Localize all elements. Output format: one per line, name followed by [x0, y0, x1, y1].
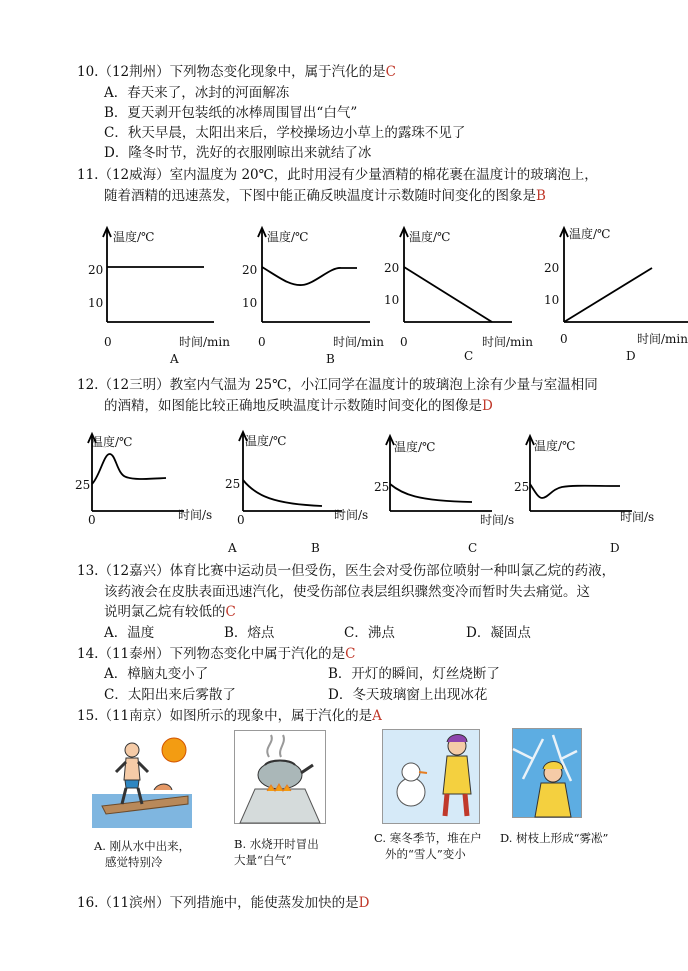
q12-graph-a [74, 428, 237, 558]
origin-label: 0 [237, 513, 245, 527]
picture-rime [512, 728, 582, 818]
x-axis-label: 时间/s [480, 513, 515, 527]
y-axis-label: 温度/℃ [113, 230, 155, 244]
graph-letter-b: B [326, 352, 335, 366]
graph-letter-d: D [610, 541, 620, 555]
origin-label: 0 [400, 335, 408, 349]
tick-10: 10 [88, 296, 104, 310]
tick-25: 25 [514, 480, 530, 494]
y-axis-label: 温度/℃ [267, 230, 309, 244]
q12-graph-b [225, 428, 392, 558]
caption-b: B. 水烧开时冒出 大量“白气” [234, 837, 319, 867]
q12-stem-line2: 的酒精，如图能比较正确地反映温度计示数随时间变化的图像是D [104, 398, 493, 414]
curve-a [92, 454, 166, 484]
q13-option-d: D．凝固点 [466, 625, 531, 641]
q10-option-c: C．秋天早晨，太阳出来后，学校操场边小草上的露珠不见了 [104, 125, 466, 141]
q13-stem-line1: 13.（12嘉兴）体育比赛中运动员一但受伤，医生会对受伤部位喷射一种叫氯乙烷的药液， [77, 563, 616, 579]
q15-stem: 15.（11南京）如图所示的现象中，属于汽化的是A [77, 708, 382, 724]
q11-stem-line1: 11.（12威海）室内温度为 20℃，此时用浸有少量酒精的棉花裹在温度计的玻璃泡上， [77, 167, 598, 183]
tick-25: 25 [225, 477, 241, 491]
q16-answer: D [358, 895, 370, 911]
y-axis-label: 温度/℃ [534, 439, 576, 453]
origin-label: 0 [560, 332, 568, 346]
q11-graph-b [240, 220, 400, 370]
q13-answer: C [225, 604, 236, 620]
curve-b [262, 267, 357, 285]
graph-letter-c: C [464, 349, 474, 363]
q12-graph-c [372, 428, 532, 558]
y-axis-label: 温度/℃ [91, 435, 133, 449]
x-axis-label: 时间/s [178, 508, 213, 522]
q13-option-b: B．熔点 [224, 625, 275, 641]
caption-a: A. 刚从水中出来， 感觉特别冷 [94, 839, 191, 869]
q15-answer: A [372, 708, 382, 724]
origin-label: 0 [258, 335, 266, 349]
x-axis-label: 时间/min [637, 332, 688, 346]
x-axis-label: 时间/min [179, 335, 230, 349]
q12-answer: D [482, 398, 493, 414]
tick-25: 25 [374, 480, 390, 494]
q12-graph-d [512, 428, 688, 558]
origin-label: 0 [104, 335, 112, 349]
q10-option-b: B．夏天剥开包装纸的冰棒周围冒出“白气” [104, 105, 358, 121]
tick-10: 10 [242, 296, 258, 310]
tick-20: 20 [88, 263, 104, 277]
q13-stem-line3: 说明氯乙烷有较低的C [104, 604, 236, 620]
picture-kettle [234, 730, 326, 824]
q14-option-a: A．樟脑丸变小了 [104, 666, 209, 682]
y-axis-label: 温度/℃ [245, 434, 287, 448]
x-axis-label: 时间/min [333, 335, 384, 349]
caption-c: C. 寒冬季节，堆在户 外的“雪人”变小 [374, 831, 482, 861]
tick-20: 20 [544, 261, 560, 275]
q11-answer: B [536, 188, 546, 204]
graph-letter-a: A [170, 352, 179, 366]
q11-graph-d [542, 220, 688, 370]
picture-swimmer [92, 732, 192, 828]
curve-d [564, 268, 652, 322]
y-axis-label: 温度/℃ [394, 440, 436, 454]
q14-option-d: D．冬天玻璃窗上出现冰花 [328, 687, 488, 703]
caption-d: D. 树枝上形成“雾凇” [500, 831, 609, 845]
graph-letter-b: B [311, 541, 320, 555]
q14-answer: C [345, 646, 356, 662]
q13-option-a: A．温度 [104, 625, 155, 641]
curve-c [404, 267, 492, 322]
q11-graph-a [84, 220, 244, 370]
q13-stem-line2: 该药液会在皮肤表面迅速汽化，使受伤部位表层组织骤然变冷而暂时失去痛觉。这 [104, 584, 590, 600]
q14-stem: 14.（11泰州）下列物态变化中属于汽化的是C [77, 646, 356, 662]
tick-20: 20 [242, 263, 258, 277]
origin-label: 0 [88, 513, 96, 527]
q10-option-a: A．春天来了，冰封的河面解冻 [104, 85, 290, 101]
q13-option-c: C．沸点 [344, 625, 395, 641]
q12-stem-line1: 12.（12三明）教室内气温为 25℃，小江同学在温度计的玻璃泡上涂有少量与室温相同 [77, 377, 598, 393]
x-axis-label: 时间/min [482, 335, 533, 349]
q14-option-b: B．开灯的瞬间，灯丝烧断了 [328, 666, 500, 682]
y-axis-label: 温度/℃ [569, 227, 611, 241]
curve-b [243, 480, 322, 506]
q11-graph-c [382, 220, 542, 370]
graph-letter-d: D [626, 349, 636, 363]
q14-option-c: C．太阳出来后雾散了 [104, 687, 236, 703]
picture-snowman [382, 729, 480, 824]
q10-answer: C [385, 64, 396, 80]
tick-25: 25 [75, 478, 91, 492]
graph-letter-a: A [228, 541, 237, 555]
graph-letter-c: C [468, 541, 478, 555]
tick-20: 20 [384, 261, 400, 275]
q11-stem-line2: 随着酒精的迅速蒸发，下图中能正确反映温度计示数随时间变化的图象是B [104, 188, 546, 204]
curve-c [390, 484, 472, 502]
q16-stem: 16.（11滨州）下列措施中，能使蒸发加快的是D [77, 895, 370, 911]
tick-10: 10 [384, 293, 400, 307]
x-axis-label: 时间/s [334, 508, 369, 522]
curve-d [530, 484, 620, 498]
q10-option-d: D．隆冬时节，洗好的衣服刚晾出来就结了冰 [104, 145, 372, 161]
x-axis-label: 时间/s [620, 510, 655, 524]
tick-10: 10 [544, 293, 560, 307]
y-axis-label: 温度/℃ [409, 230, 451, 244]
q10-stem: 10.（12荆州）下列物态变化现象中，属于汽化的是C [77, 64, 396, 80]
